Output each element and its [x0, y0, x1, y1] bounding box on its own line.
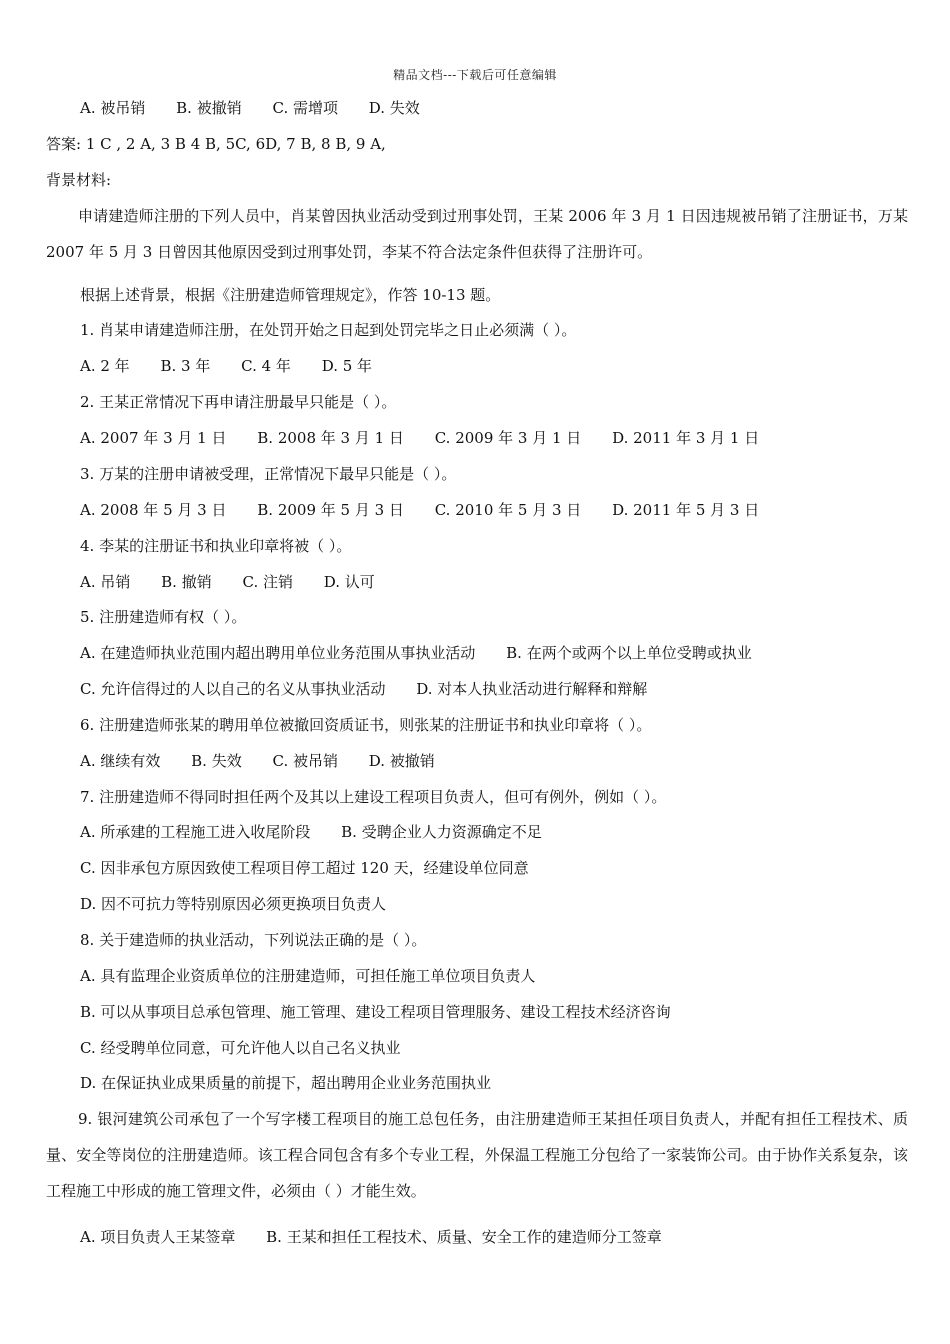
option-a: A. 吊销 — [80, 573, 131, 591]
page-header: 精品文档---下载后可任意编辑 — [393, 68, 557, 82]
option-c: C. 2009 年 3 月 1 日 — [434, 429, 582, 447]
question-7-option-d: D. 因不可抗力等特别原因必须更换项目负责人 — [80, 895, 387, 913]
question-4-options — [80, 572, 401, 592]
option-a: A. 在建造师执业范围内超出聘用单位业务范围从事执业活动 — [80, 644, 476, 662]
background-paragraph: 申请建造师注册的下列人员中，肖某曾因执业活动受到过刑事处罚，王某 2006 年 3 月 1 日因违规被吊销了注册证书，万某 2007 年 5 月 3 日曾因其他原因受到过刑事处罚，李某不符合法定条件但获得了注册许可。 — [46, 207, 908, 261]
option-d: D. 2011 年 3 月 1 日 — [612, 429, 760, 447]
option-c: C. 需增项 — [272, 99, 338, 117]
option-c: C. 允许信得过的人以自己的名义从事执业活动 — [80, 680, 386, 698]
option-d: D. 认可 — [323, 573, 375, 591]
option-b: B. 2009 年 5 月 3 日 — [257, 501, 404, 519]
option-a: A. 2007 年 3 月 1 日 — [80, 429, 227, 447]
option-b: B. 被撤销 — [176, 99, 242, 117]
background-label: 背景材料: — [46, 171, 112, 189]
question-2-options — [80, 428, 785, 448]
option-a: A. 项目负责人王某签章 — [80, 1228, 236, 1246]
option-b: B. 失效 — [191, 752, 242, 770]
option-b: B. 2008 年 3 月 1 日 — [257, 429, 404, 447]
question-1-stem: 1. 肖某申请建造师注册，在处罚开始之日起到处罚完毕之日止必须满（ ）。 — [80, 321, 577, 339]
question-8-stem: 8. 关于建造师的执业活动，下列说法正确的是（ ）。 — [80, 931, 427, 949]
option-b: B. 王某和担任工程技术、质量、安全工作的建造师分工签章 — [266, 1228, 662, 1246]
option-c: C. 注销 — [242, 573, 293, 591]
question-8-option-a: A. 具有监理企业资质单位的注册建造师，可担任施工单位项目负责人 — [80, 967, 536, 985]
option-d: D. 被撤销 — [368, 752, 435, 770]
option-d: D. 失效 — [368, 99, 420, 117]
option-c: C. 2010 年 5 月 3 日 — [434, 501, 582, 519]
question-3-stem: 3. 万某的注册申请被受理，正常情况下最早只能是（ ）。 — [80, 465, 457, 483]
question-9-options — [80, 1227, 688, 1247]
question-6-options — [80, 751, 461, 771]
option-a: A. 继续有效 — [80, 752, 161, 770]
question-8-option-d: D. 在保证执业成果质量的前提下，超出聘用企业业务范围执业 — [80, 1074, 492, 1092]
question-9-stem: 9. 银河建筑公司承包了一个写字楼工程项目的施工总包任务，由注册建造师王某担任项目负责人，并配有担任工程技术、质量、安全等岗位的注册建造师。该工程合同包含有多个专业工程，外保温工程施工分包给了一家装饰公司。由于协作关系复杂，该工程施工中形成的施工管理文件，必须由（ ）才能生效。 — [46, 1110, 908, 1200]
question-7-option-c: C. 因非承包方原因致使工程项目停工超过 120 天，经建设单位同意 — [80, 859, 529, 877]
option-b: B. 受聘企业人力资源确定不足 — [341, 823, 542, 841]
option-d: D. 对本人执业活动进行解释和辩解 — [416, 680, 648, 698]
prev-question-options — [80, 98, 446, 118]
question-7-stem: 7. 注册建造师不得同时担任两个及其以上建设工程项目负责人，但可有例外，例如（ ）。 — [80, 788, 667, 806]
question-2-stem: 2. 王某正常情况下再申请注册最早只能是（ ）。 — [80, 393, 397, 411]
option-d: D. 5 年 — [321, 357, 373, 375]
question-7-options-ab — [80, 822, 568, 842]
question-5-stem: 5. 注册建造师有权（ ）。 — [80, 608, 247, 626]
option-a: A. 所承建的工程施工进入收尾阶段 — [80, 823, 311, 841]
question-4-stem: 4. 李某的注册证书和执业印章将被（ ）。 — [80, 537, 352, 555]
option-b: B. 3 年 — [160, 357, 211, 375]
option-b: B. 撤销 — [161, 573, 212, 591]
option-c: C. 被吊销 — [272, 752, 338, 770]
question-1-options — [80, 356, 398, 376]
option-a: A. 2 年 — [80, 357, 130, 375]
option-b: B. 在两个或两个以上单位受聘或执业 — [506, 644, 752, 662]
option-c: C. 4 年 — [241, 357, 291, 375]
option-d: D. 2011 年 5 月 3 日 — [612, 501, 760, 519]
question-6-stem: 6. 注册建造师张某的聘用单位被撤回资质证书，则张某的注册证书和执业印章将（ ）。 — [80, 716, 652, 734]
question-8-option-b: B. 可以从事项目总承包管理、施工管理、建设工程项目管理服务、建设工程技术经济咨询 — [80, 1003, 671, 1021]
option-a: A. 2008 年 5 月 3 日 — [80, 501, 227, 519]
question-8-option-c: C. 经受聘单位同意，可允许他人以自己名义执业 — [80, 1039, 401, 1057]
question-5-options-ab — [80, 643, 778, 663]
question-3-options — [80, 500, 785, 520]
instruction: 根据上述背景，根据《注册建造师管理规定》，作答 10-13 题。 — [80, 286, 501, 304]
answer-key: 答案: 1 C , 2 A, 3 B 4 B, 5C, 6D, 7 B, 8 B, 9 A, — [46, 135, 386, 153]
question-5-options-cd — [80, 679, 673, 699]
option-a: A. 被吊销 — [80, 99, 146, 117]
